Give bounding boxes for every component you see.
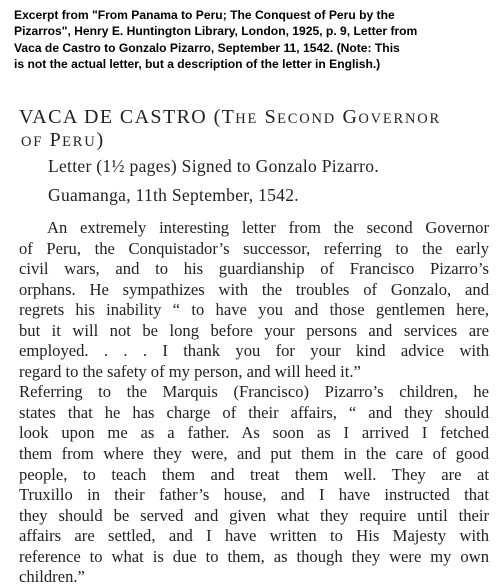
heading-of-initial: O xyxy=(21,134,34,150)
letter-summary xyxy=(19,218,489,588)
body-line: children.” xyxy=(19,567,85,587)
letter-place-date: Guamanga, 11th September, 1542. xyxy=(48,185,299,205)
body-line: Truxillo in their father’s house, and I have instructed that xyxy=(19,485,489,505)
caption-line: Pizarros", Henry E. Huntington Library, London, 1925, p. 9, Letter from xyxy=(14,24,418,39)
heading-of-rest: F xyxy=(33,134,44,150)
heading-second-initial: S xyxy=(264,106,278,128)
heading-name: VACA DE CASTRO xyxy=(19,106,208,128)
heading-line-1 xyxy=(19,107,494,130)
body-line: them from where they were, and put them in the care of good xyxy=(19,444,489,464)
body-line: An extremely interesting letter from the second Governor xyxy=(47,218,489,237)
body-line: states that he has charge of their affairs, “ and they should xyxy=(19,402,489,422)
body-line: affairs are settled, and I have written to His Majesty with xyxy=(19,526,489,546)
heading-paren-open: ( xyxy=(213,106,222,128)
body-line: civil wars, and to his guardianship of Francisco Pizarro’s xyxy=(19,259,489,279)
heading-the-rest: HE xyxy=(235,111,259,127)
heading-second-rest: ECOND xyxy=(277,111,337,127)
caption-line: is not the actual letter, but a description of the letter in English.) xyxy=(14,57,381,72)
body-line: of Peru, the Conquistador’s successor, referring to the early xyxy=(19,238,489,258)
body-line: regard to the safety of my person, and will heed it.” xyxy=(19,361,361,381)
body-line: people, to teach them and treat them well. They are at xyxy=(19,464,489,484)
heading-governor-rest: OVERNOR xyxy=(358,111,442,127)
excerpt-caption xyxy=(14,7,494,73)
heading-paren-close: ) xyxy=(96,129,105,151)
body-line: but it will not be long before your persons and services are xyxy=(19,320,489,340)
body-line: they should be served and given what they require until their xyxy=(19,505,489,525)
body-line: reference to what is due to them, as though they were my own xyxy=(19,546,489,566)
heading-governor-initial: G xyxy=(342,106,359,128)
body-line: regrets his inability “ to have you and those gentlemen here, xyxy=(19,300,489,320)
body-line: Referring to the Marquis (Francisco) Pizarro’s children, he xyxy=(19,382,489,402)
heading-line-2 xyxy=(19,130,494,153)
caption-line: Excerpt from "From Panama to Peru; The Conquest of Peru by the xyxy=(14,8,395,22)
body-line: employed. . . . I thank you for your kind advice with xyxy=(19,341,489,361)
letter-description: Letter (1½ pages) Signed to Gonzalo Pizarro. xyxy=(48,156,380,176)
caption-line: Vaca de Castro to Gonzalo Pizarro, September 11, 1542. (Note: This xyxy=(14,40,400,55)
heading-the-initial: T xyxy=(221,106,236,128)
letter-heading xyxy=(19,107,494,153)
body-line: orphans. He sympathizes with the troubles of Gonzalo, and xyxy=(19,279,489,299)
body-line: look upon me as a father. As soon as I arrived I fetched xyxy=(19,423,489,443)
heading-peru-initial: P xyxy=(49,129,63,151)
heading-peru-rest: ERU xyxy=(62,134,97,150)
